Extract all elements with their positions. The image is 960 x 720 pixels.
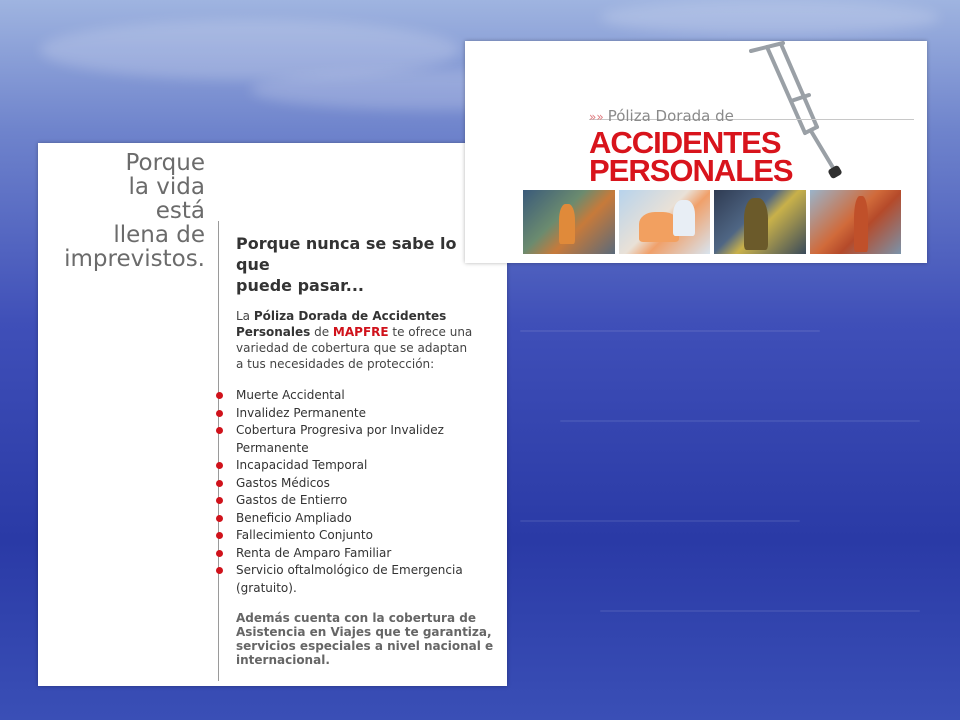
coverage-list — [216, 387, 496, 597]
list-item — [216, 492, 496, 510]
bullet-dot-icon — [216, 427, 223, 434]
tagline-line: Porque — [125, 150, 205, 176]
bullet-dot-icon — [216, 392, 223, 399]
list-item — [216, 405, 496, 423]
bullet-dot-icon — [216, 550, 223, 557]
intro-paragraph — [236, 308, 496, 372]
list-item-label: Muerte Accidental — [236, 388, 345, 402]
cover-subtitle — [589, 107, 734, 125]
tagline — [45, 151, 205, 271]
list-item-label: Fallecimiento Conjunto — [236, 528, 373, 542]
bullet-dot-icon — [216, 532, 223, 539]
bullet-dot-icon — [216, 567, 223, 574]
brand-name: MAPFRE — [332, 325, 389, 339]
bullet-dot-icon — [216, 410, 223, 417]
bullet-dot-icon — [216, 480, 223, 487]
photo-strip — [523, 190, 901, 254]
intro-line3: variedad de cobertura que se adaptan — [236, 341, 468, 355]
tagline-line: imprevistos. — [64, 246, 205, 272]
bullet-dot-icon — [216, 462, 223, 469]
intro-product-name-cont: Personales — [236, 325, 311, 339]
tagline-line: llena de — [113, 222, 205, 248]
chevron-right-icon: »» — [589, 110, 604, 124]
photo-firefighter — [714, 190, 806, 254]
list-item — [216, 562, 496, 597]
sky-cloud — [600, 0, 940, 35]
tagline-line: la vida — [128, 174, 205, 200]
list-item-label: Gastos Médicos — [236, 475, 330, 490]
list-item — [216, 387, 496, 405]
list-item-label: Cobertura Progresiva por Invalidez Permanente — [236, 423, 444, 455]
brochure-page — [38, 143, 507, 686]
list-item-label: Servicio oftalmológico de Emergencia (gratuito). — [236, 563, 463, 595]
intro-prefix: La — [236, 309, 254, 323]
list-item — [216, 545, 496, 563]
bullet-dot-icon — [216, 515, 223, 522]
intro-suffix: te ofrece una — [388, 325, 473, 339]
cover-title-line2: PERSONALES — [589, 153, 793, 188]
water-ripple — [520, 330, 820, 332]
list-item-label: Invalidez Permanente — [236, 405, 367, 420]
tagline-line: está — [155, 198, 205, 224]
water-ripple — [600, 610, 920, 612]
water-ripple — [560, 420, 920, 422]
headline-line: puede pasar... — [236, 276, 364, 295]
photo-construction-worker — [523, 190, 615, 254]
list-item-label: Renta de Amparo Familiar — [236, 545, 392, 560]
headline-line: Porque nunca se sabe lo que — [236, 234, 457, 274]
list-item — [216, 457, 496, 475]
intro-product-name: Póliza Dorada de Accidentes — [253, 309, 447, 323]
cover-title-line1: ACCIDENTES — [589, 125, 781, 160]
photo-injured-patient — [619, 190, 711, 254]
intro-line4: a tus necesidades de protección: — [236, 357, 435, 371]
intro-mid: de — [310, 325, 333, 339]
list-item — [216, 510, 496, 528]
closing-paragraph: Además cuenta con la cobertura de Asistencia en Viajes que te garantiza, servicios especiales a nivel nacional e internacional. — [236, 611, 494, 667]
list-item-label: Incapacidad Temporal — [236, 458, 368, 472]
list-item-label: Gastos de Entierro — [236, 493, 348, 507]
list-item — [216, 422, 496, 457]
water-ripple — [520, 520, 800, 522]
bullet-dot-icon — [216, 497, 223, 504]
cover-subtitle-text: Póliza Dorada de — [607, 107, 734, 125]
headline — [236, 233, 486, 296]
photo-machinery — [810, 190, 902, 254]
cover-card — [465, 41, 927, 263]
list-item — [216, 475, 496, 493]
list-item-label: Beneficio Ampliado — [236, 510, 352, 525]
list-item — [216, 527, 496, 545]
